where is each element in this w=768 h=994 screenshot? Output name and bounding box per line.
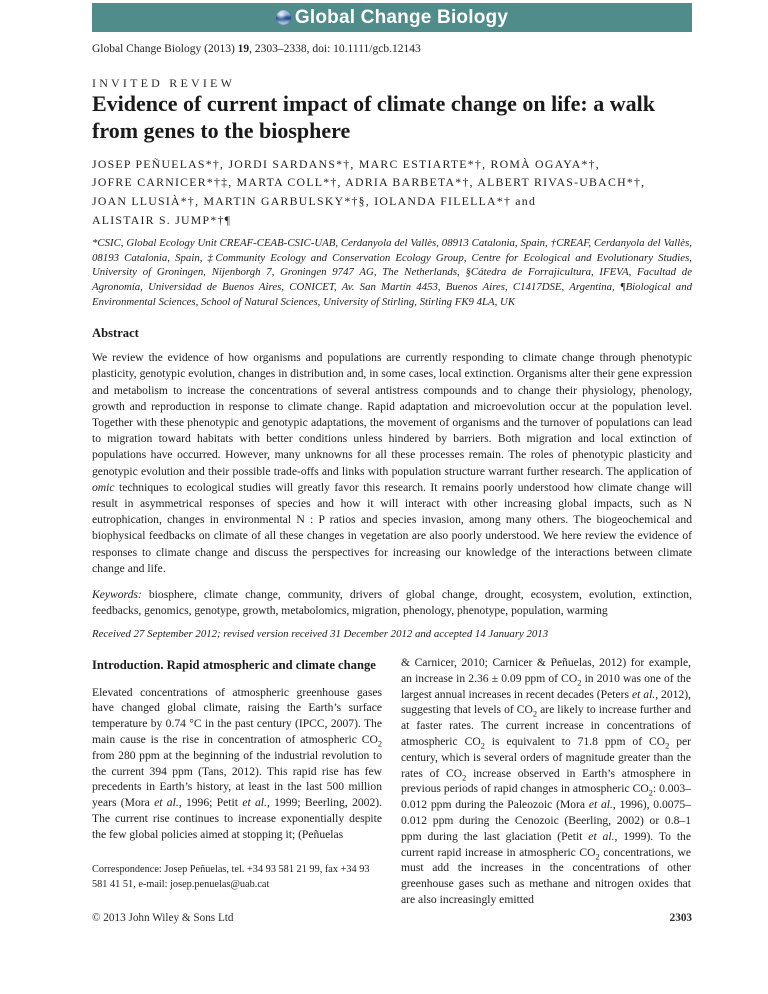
right-column-paragraph: & Carnicer, 2010; Carnicer & Peñuelas, 2012) for example, an increase in 2.36 ± 0.09 ppm of $CO_2$ in 2010 was one of the largest annual increases in recent decades (Peters et al., 2012), suggesting that levels of $CO_2$ are likely to increase further and at faster rates. The current increase in concentrations of atmospheric $CO_2$ is equivalent to 71.8 ppm of $CO_2$ per century, which is several orders of magnitude greater than the rates of $CO_2$ increase observed in Earth’s atmosphere in previous periods of rapid changes in atmospheric $CO_2$: 0.003–0.012 ppm during the Paleozoic (Mora et al., 1996), 0.0075–0.012 ppm during the Cenozoic (Beerling, 2002) or 0.8–1 ppm during the last glaciation (Petit et al., 1999). To the current rapid increase in atmospheric $CO_2$ concentrations, we must add the increases in the concentrations of other greenhouse gases such as methane and nitrogen oxides that are also increasingly emitted: [401, 655, 691, 906]
author-list: [92, 155, 692, 230]
article-page-content: [92, 0, 692, 908]
keywords-label: Keywords:: [92, 587, 142, 601]
left-column: [92, 655, 382, 908]
abstract-heading: Abstract: [92, 326, 139, 341]
journal-logo-text: Global Change Biology: [294, 6, 509, 28]
left-column-paragraph: Elevated concentrations of atmospheric greenhouse gases have changed global climate, raising the Earth’s surface temperature by 0.74 °C in the past century (IPCC, 2007). The main cause is the rise in concentration of atmospheric $CO_2$ from 280 ppm at the beginning of the industrial revolution to the current 394 ppm (Tans, 2012). This rapid rise has few precedents in Earth’s history, at least in the last 500 million years (Mora et al., 1996; Petit et al., 1999; Beerling, 2002). The current rise continues to increase exponentially despite the few global policies aimed at stopping it; (Peñuelas: [92, 685, 383, 841]
section-heading-introduction: Introduction. Rapid atmospheric and climate change: [92, 657, 376, 672]
keywords-line: [92, 587, 692, 619]
citation-line: Global Change Biology (2013) 19, 2303–2338, doi: 10.1111/gcb.12143: [92, 43, 421, 55]
keywords-text: biosphere, climate change, community, drivers of global change, drought, ecosystem, evolution, extinction, feedbacks, genomics, genotype, growth, metabolomics, migration, phenology, phenotype, population, warming: [92, 587, 692, 617]
page-number: 2303: [669, 912, 692, 924]
correspondence-note: Correspondence: Josep Peñuelas, tel. +34 93 581 21 99, fax +34 93 581 41 51, e-mail: josep.penuelas@uab.cat: [92, 863, 370, 890]
journal-banner: [92, 3, 692, 32]
right-column: [401, 655, 691, 908]
affiliations: *CSIC, Global Ecology Unit CREAF-CEAB-CSIC-UAB, Cerdanyola del Vallès, 08913 Catalonia, Spain, †CREAF, Cerdanyola del Vallès, 08193 Catalonia, Spain, ‡Community Ecology and Conservation Ecology Group, Centre for Ecological and Evolutionary Studies, University of Groningen, Nijenborgh 7, Groningen 9747 AG, The Netherlands, §Cátedra de Forrajicultura, IFEVA, Facultad de Agronomía, Universidad de Buenos Aires, CONICET, Av. San Martín 4453, Buenos Aires, C1417DSE, Argentina, ¶Biological and Environmental Sciences, School of Natural Sciences, University of Stirling, Stirling FK9 4LA, UK: [92, 237, 692, 308]
two-column-body: [92, 655, 692, 908]
received-dates-line: Received 27 September 2012; revised version received 31 December 2012 and accepted 14 January 2013: [92, 627, 549, 640]
author-line: JOAN LLUSIÀ*†, MARTIN GARBULSKY*†§, IOLANDA FILELLA*† and: [92, 193, 537, 208]
page-footer: [92, 912, 692, 924]
author-line: JOFRE CARNICER*†‡, MARTA COLL*†, ADRIA BARBETA*†, ALBERT RIVAS-UBACH*†,: [92, 175, 646, 190]
abstract-body: We review the evidence of how organisms and populations are currently responding to climate change through phenotypic plasticity, genotypic evolution, changes in distribution and, in some cases, local extinction. Organisms alter their gene expression and metabolism to increase the concentrations of several antistress compounds and to change their physiology, phenology, growth and reproduction in response to climate change. Rapid adaptation and microevolution occur at the population level. Together with these phenotypic and genotypic adaptations, the movement of organisms and the turnover of populations can lead to migration toward habitats with better conditions unless hindered by barriers. Both migration and local extinction of populations have occurred. However, many unknowns for all these processes remain. The roles of phenotypic plasticity and genotypic evolution and their possible trade-offs and links with population structure warrant further research. The application of omic techniques to ecological studies will greatly favor this research. It remains poorly understood how climate change will result in asymmetrical responses of species and how it will interact with other increasing global impacts, such as N eutrophication, changes in environmental N : P ratios and species invasion, among many others. The biogeochemical and biophysical feedbacks on climate of all these changes in vegetation are also poorly understood. We here review the evidence of responses to climate change and discuss the perspectives for increasing our knowledge of the interactions between climate change and life.: [92, 351, 692, 575]
copyright-notice: © 2013 John Wiley & Sons Ltd: [92, 912, 234, 924]
author-line: ALISTAIR S. JUMP*†¶: [92, 212, 232, 227]
article-type-label: INVITED REVIEW: [92, 76, 236, 90]
author-line: JOSEP PEÑUELAS*†, JORDI SARDANS*†, MARC ESTIARTE*†, ROMÀ OGAYA*†,: [92, 156, 601, 171]
article-title: Evidence of current impact of climate change on life: a walk from genes to the biosphere: [92, 91, 655, 143]
globe-icon: [276, 10, 291, 25]
